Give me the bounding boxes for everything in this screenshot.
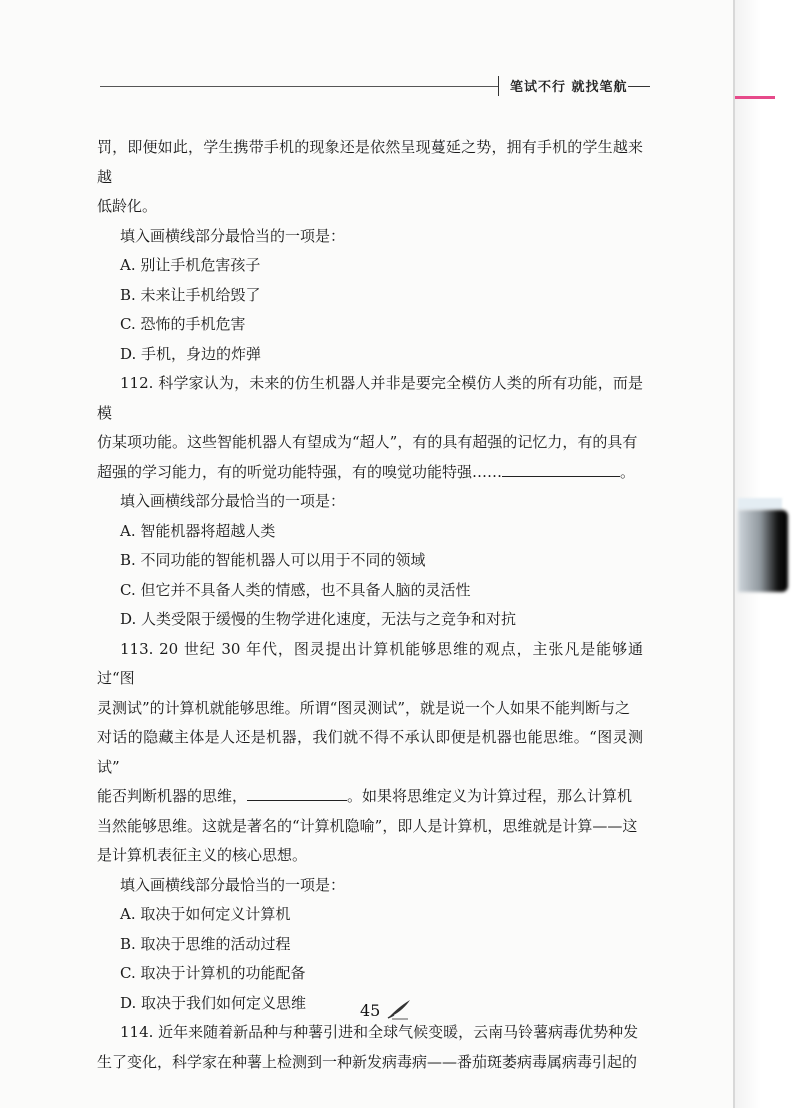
header-rule bbox=[100, 86, 498, 87]
option-c: C. 取决于计算机的功能配备 bbox=[120, 964, 306, 982]
option-b: B. 未来让手机给毁了 bbox=[120, 285, 261, 304]
page-number: 45 bbox=[360, 1001, 381, 1020]
paragraph-line: 罚，即便如此，学生携带手机的现象还是依然呈现蔓延之势，拥有手机的学生越来越 bbox=[97, 138, 643, 186]
question-114-line: 生了变化，科学家在种薯上检测到一种新发病毒病——番茄斑萎病毒属病毒引起的 bbox=[97, 1052, 638, 1071]
page-edge-marker bbox=[735, 96, 775, 99]
option-c: C. 但它并不具备人类的情感，也不具备人脑的灵活性 bbox=[120, 580, 471, 599]
header-divider bbox=[498, 76, 499, 96]
pen-nib-icon bbox=[386, 998, 412, 1020]
question-113-line: 当然能够思维。这就是著名的“计算机隐喻”，即人是计算机，思维就是计算——这 bbox=[97, 816, 638, 835]
option-d: D. 人类受限于缓慢的生物学进化速度，无法与之竞争和对抗 bbox=[120, 610, 517, 628]
question-112-line bbox=[97, 458, 643, 488]
option-a: A. 智能机器将超越人类 bbox=[120, 521, 276, 540]
question-112-text: 超强的学习能力，有的听觉功能特强，有的嗅觉功能特强…… bbox=[97, 462, 503, 481]
option-b: B. 不同功能的智能机器人可以用于不同的领域 bbox=[120, 551, 426, 569]
thumb-tab-highlight bbox=[738, 498, 782, 510]
question-113-text: 能否判断机器的思维， bbox=[97, 787, 248, 805]
question-113-line: 灵测试”的计算机就能够思维。所谓“图灵测试”，就是说一个人如果不能判断与之 bbox=[97, 698, 631, 717]
answer-blank bbox=[502, 460, 620, 477]
question-112-text: 。 bbox=[620, 462, 636, 481]
option-d: D. 取决于我们如何定义思维 bbox=[120, 993, 307, 1012]
question-112-line: 仿某项功能。这些智能机器人有望成为“超人”，有的具有超强的记忆力，有的具有 bbox=[97, 433, 638, 451]
question-prompt: 填入画横线部分最恰当的一项是： bbox=[120, 492, 346, 510]
question-113-line bbox=[97, 782, 643, 812]
thumb-tab bbox=[738, 510, 788, 592]
question-113-line: 113. 20 世纪 30 年代，图灵提出计算机能够思维的观点，主张凡是能够通过“图 bbox=[97, 639, 643, 687]
question-113-line: 是计算机表征主义的核心思想。 bbox=[97, 846, 308, 864]
option-a: A. 别让手机危害孩子 bbox=[120, 256, 261, 274]
question-prompt: 填入画横线部分最恰当的一项是： bbox=[120, 226, 346, 245]
question-112-line: 112. 科学家认为，未来的仿生机器人并非是要完全模仿人类的所有功能，而是模 bbox=[97, 374, 643, 422]
page-body bbox=[97, 133, 643, 1077]
header-rule-right bbox=[628, 86, 650, 87]
question-113-line: 对话的隐藏主体是人还是机器，我们就不得不承认即便是机器也能思维。“图灵测试” bbox=[97, 728, 643, 776]
option-b: B. 取决于思维的活动过程 bbox=[120, 934, 291, 953]
option-a: A. 取决于如何定义计算机 bbox=[120, 905, 291, 923]
answer-blank bbox=[247, 784, 347, 801]
option-d: D. 手机，身边的炸弹 bbox=[120, 344, 262, 363]
running-header: 笔试不行 就找笔航 bbox=[510, 80, 628, 95]
question-113-text: 。如果将思维定义为计算过程，那么计算机 bbox=[347, 787, 633, 805]
paragraph-line: 低龄化。 bbox=[97, 197, 158, 215]
question-prompt: 填入画横线部分最恰当的一项是： bbox=[120, 875, 346, 894]
option-c: C. 恐怖的手机危害 bbox=[120, 315, 246, 333]
question-114-line: 114. 近年来随着新品种与种薯引进和全球气候变暖，云南马铃薯病毒优势种发 bbox=[120, 1023, 639, 1041]
